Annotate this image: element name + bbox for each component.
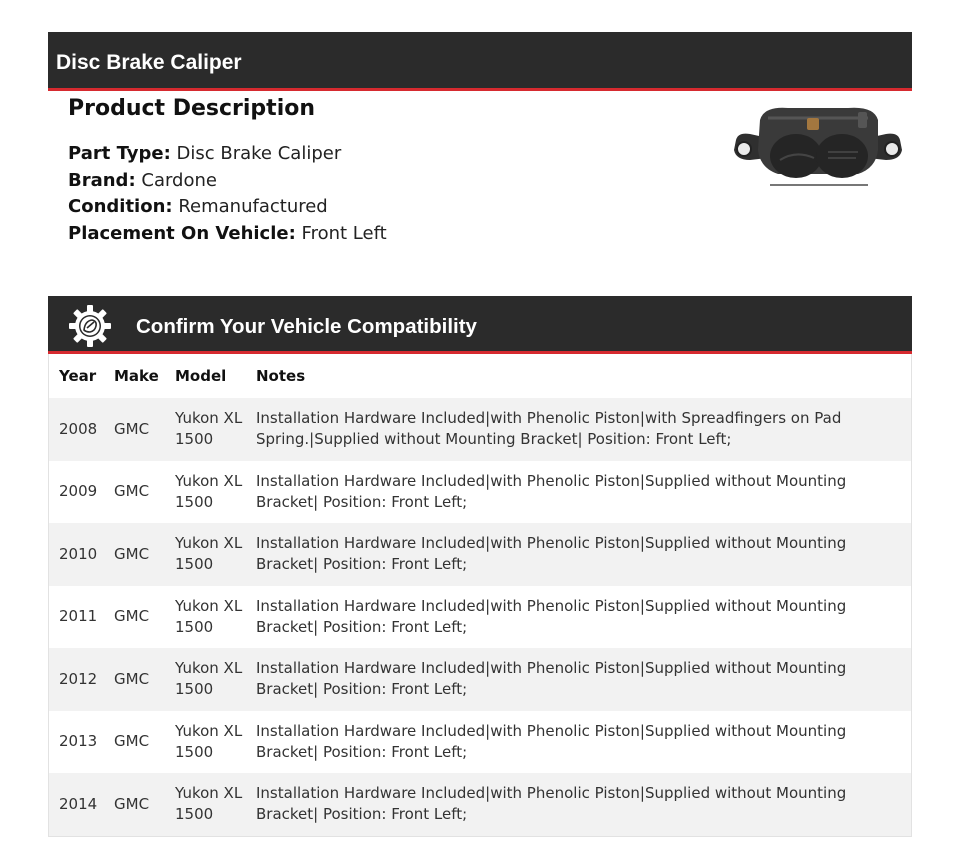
field-brand [68, 168, 387, 195]
cell-model: Yukon XL 1500 [175, 784, 243, 824]
field-value: Front Left [301, 222, 387, 244]
field-label: Part Type: [68, 143, 171, 164]
cell-model: Yukon XL 1500 [175, 471, 243, 511]
cell-notes: Installation Hardware Included|with Phenolic Piston|Supplied without Mounting Bracket| Position: Front Left; [256, 534, 847, 574]
column-header-model: Model [175, 367, 227, 385]
cell-year: 2010 [59, 544, 98, 563]
cell-make: GMC [114, 419, 150, 438]
column-header-make: Make [114, 367, 159, 385]
description-heading: Product Description [68, 96, 316, 121]
field-label: Brand: [68, 169, 136, 191]
table-row [49, 648, 912, 711]
table-row [49, 711, 912, 774]
column-header-notes: Notes [256, 367, 306, 385]
field-value: Cardone [141, 169, 217, 191]
column-header-year: Year [59, 367, 97, 385]
cell-model: Yukon XL 1500 [175, 721, 243, 761]
cell-year: 2011 [59, 607, 98, 626]
cell-notes: Installation Hardware Included|with Phenolic Piston|Supplied without Mounting Bracket| Position: Front Left; [256, 721, 847, 761]
field-value: Remanufactured [178, 196, 328, 217]
field-part-type [68, 141, 387, 168]
table-row [49, 586, 912, 649]
compatibility-table [48, 354, 912, 837]
gear-icon [68, 304, 112, 348]
cell-make: GMC [114, 732, 150, 751]
cell-year: 2014 [59, 794, 98, 813]
cell-notes: Installation Hardware Included|with Phenolic Piston|Supplied without Mounting Bracket| Position: Front Left; [256, 596, 847, 636]
field-condition [68, 194, 387, 221]
compatibility-banner [48, 296, 912, 354]
cell-make: GMC [114, 607, 150, 626]
cell-model: Yukon XL 1500 [175, 596, 243, 636]
cell-year: 2012 [59, 669, 98, 688]
field-placement [68, 221, 387, 248]
cell-notes: Installation Hardware Included|with Phenolic Piston|Supplied without Mounting Bracket| Position: Front Left; [256, 471, 847, 511]
cell-year: 2009 [59, 482, 98, 501]
table-header-row [49, 354, 912, 398]
field-label: Placement On Vehicle: [68, 222, 296, 244]
cell-make: GMC [114, 669, 150, 688]
compatibility-title: Confirm Your Vehicle Compatibility [136, 315, 477, 338]
title-banner [48, 32, 912, 91]
brake-caliper-image [728, 98, 908, 193]
table-row [49, 398, 912, 461]
cell-year: 2013 [59, 732, 98, 751]
cell-make: GMC [114, 544, 150, 563]
cell-notes: Installation Hardware Included|with Phenolic Piston|Supplied without Mounting Bracket| Position: Front Left; [256, 659, 847, 699]
table-row [49, 773, 912, 836]
cell-make: GMC [114, 482, 150, 501]
table-row [49, 523, 912, 586]
field-label: Condition: [68, 196, 173, 217]
cell-model: Yukon XL 1500 [175, 409, 243, 449]
cell-notes: Installation Hardware Included|with Phenolic Piston|with Spreadfingers on Pad Spring.|Supplied without Mounting Bracket| Position: Front Left; [256, 409, 842, 449]
table-row [49, 461, 912, 524]
page-title: Disc Brake Caliper [56, 51, 242, 74]
cell-model: Yukon XL 1500 [175, 534, 243, 574]
cell-make: GMC [114, 794, 150, 813]
product-description [68, 96, 387, 247]
cell-model: Yukon XL 1500 [175, 659, 243, 699]
cell-year: 2008 [59, 419, 98, 438]
field-value: Disc Brake Caliper [176, 143, 342, 164]
cell-notes: Installation Hardware Included|with Phenolic Piston|Supplied without Mounting Bracket| Position: Front Left; [256, 784, 847, 824]
